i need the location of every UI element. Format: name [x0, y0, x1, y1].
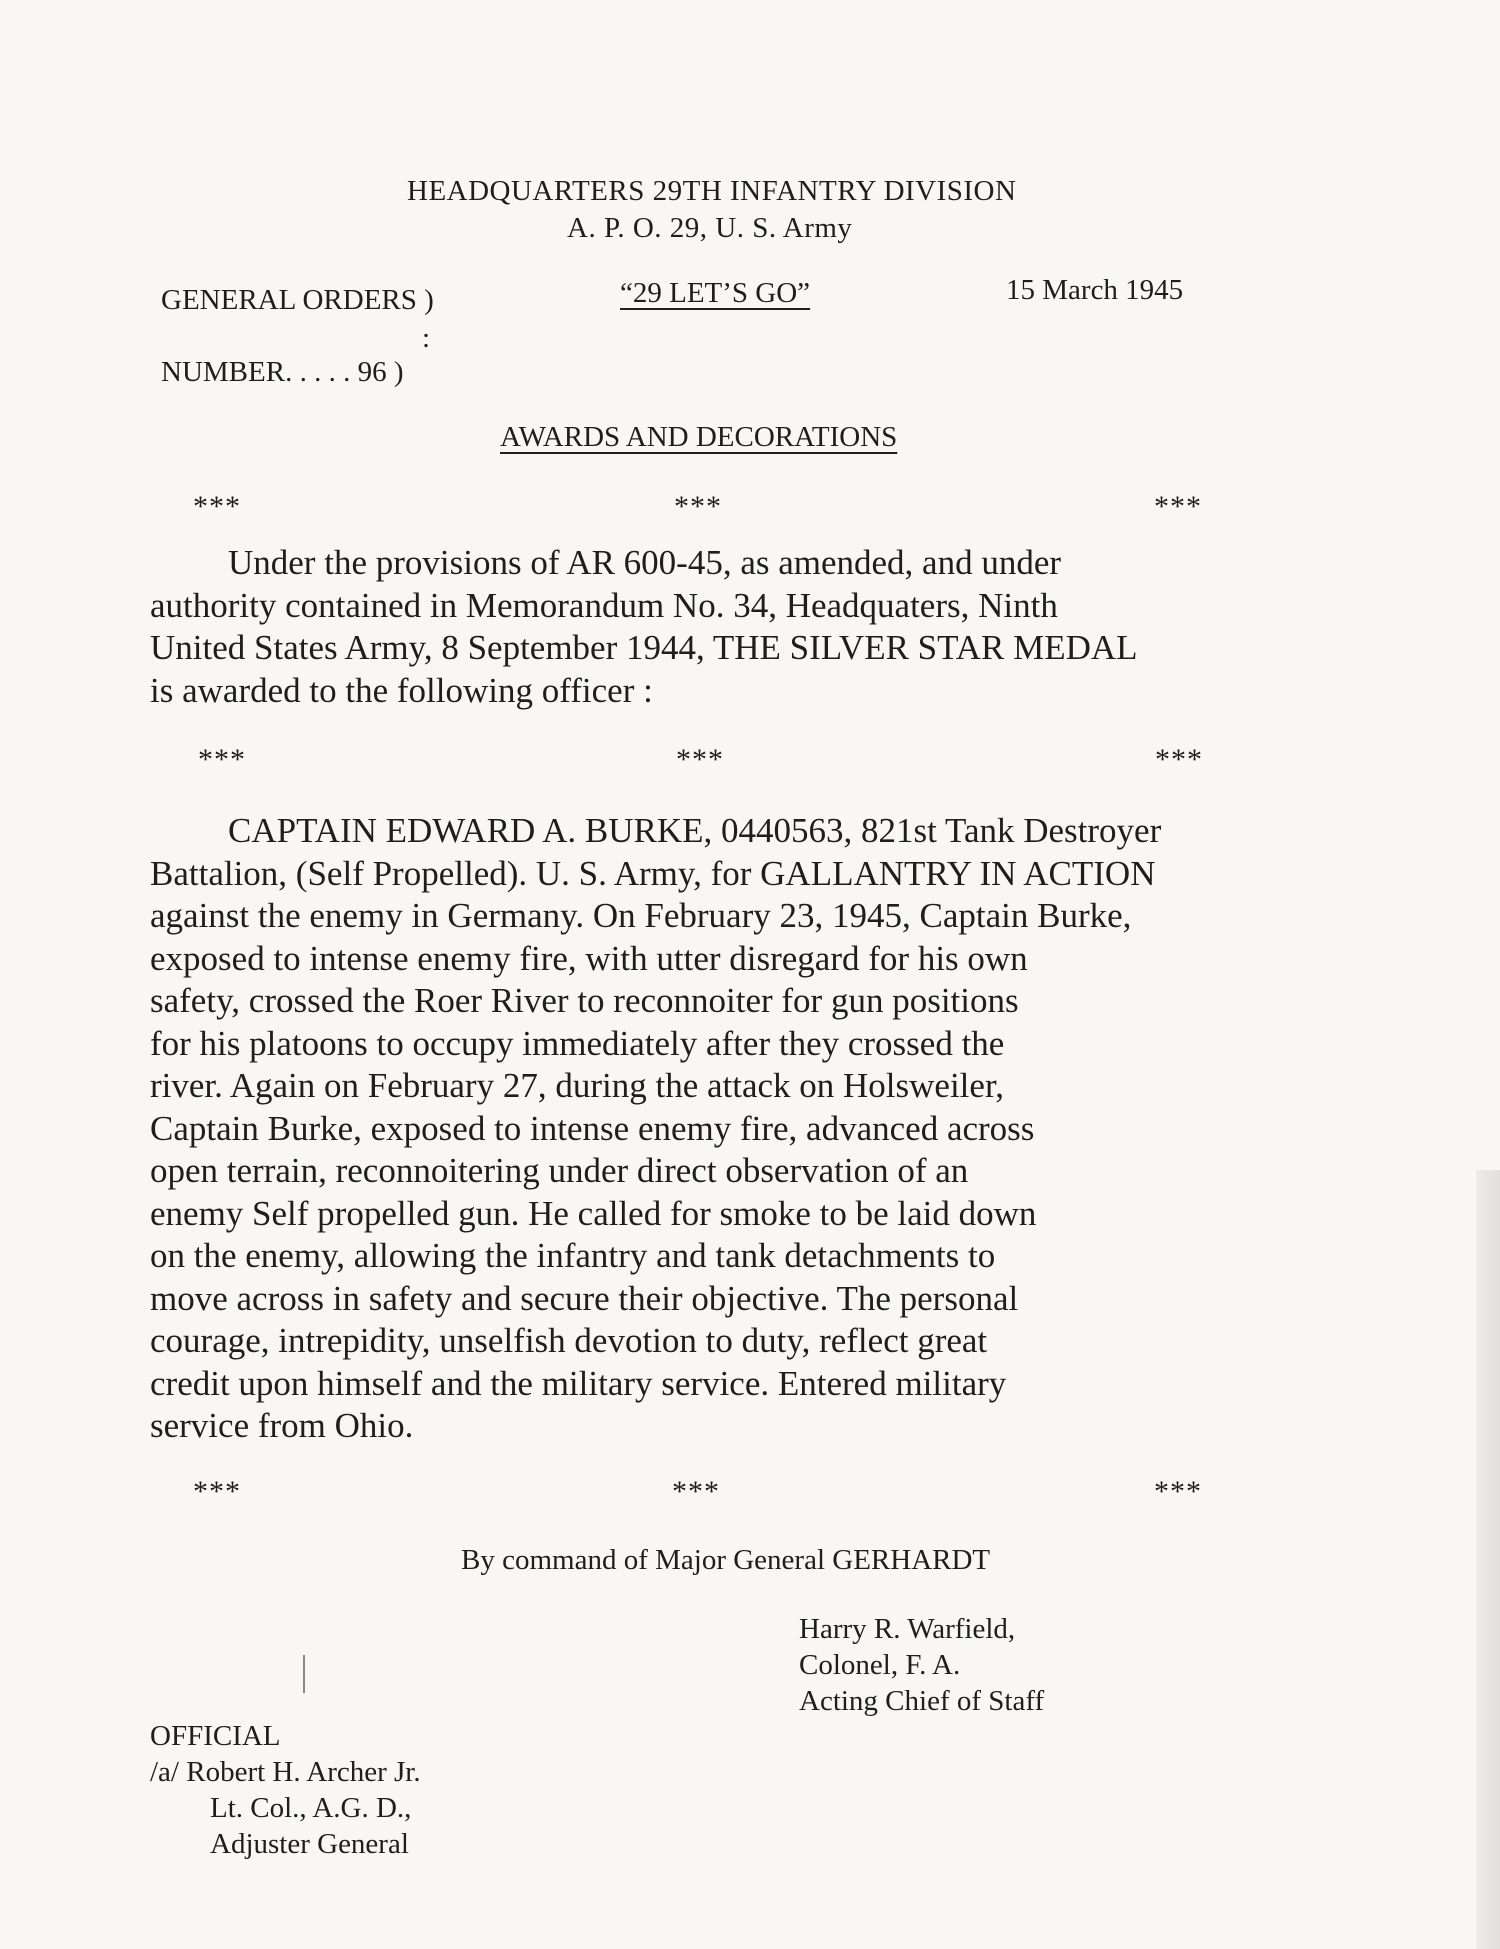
stray-pen-mark — [303, 1655, 305, 1693]
citation-line: Battalion, (Self Propelled). U. S. Army, for GALLANTRY IN ACTION — [150, 853, 1156, 893]
order-number: NUMBER. . . . . 96 ) — [161, 356, 404, 388]
citation-line: move across in safety and secure their objective. The personal — [150, 1278, 1019, 1318]
official-name: /a/ Robert H. Archer Jr. — [150, 1756, 421, 1788]
citation-line: exposed to intense enemy fire, with utter disregard for his own — [150, 938, 1028, 978]
separator-stars: *** — [193, 490, 241, 523]
citation-line: for his platoons to occupy immediately after they crossed the — [150, 1023, 1005, 1063]
intro-line: authority contained in Memorandum No. 34, Headquaters, Ninth — [150, 585, 1058, 625]
separator-stars: *** — [674, 490, 722, 523]
header-apo: A. P. O. 29, U. S. Army — [567, 212, 853, 244]
citation-line: CAPTAIN EDWARD A. BURKE, 0440563, 821st Tank Destroyer — [228, 811, 1162, 850]
signatory-title: Acting Chief of Staff — [799, 1685, 1045, 1717]
intro-paragraph — [150, 542, 1270, 712]
citation-paragraph — [150, 810, 1270, 1448]
citation-line: courage, intrepidity, unselfish devotion to duty, reflect great — [150, 1321, 988, 1360]
intro-line: United States Army, 8 September 1944, THE SILVER STAR MEDAL — [150, 628, 1138, 667]
official-block — [150, 1718, 421, 1862]
separator-stars: *** — [1154, 490, 1202, 523]
citation-line: river. Again on February 27, during the attack on Holsweiler, — [150, 1066, 1004, 1105]
citation-line: enemy Self propelled gun. He called for smoke to be laid down — [150, 1193, 1037, 1233]
citation-line: against the enemy in Germany. On February 23, 1945, Captain Burke, — [150, 896, 1132, 935]
header-division: HEADQUARTERS 29TH INFANTRY DIVISION — [407, 175, 1017, 207]
citation-line: service from Ohio. — [150, 1406, 414, 1445]
separator-stars: *** — [672, 1475, 720, 1508]
paper-edge-shadow — [1476, 1170, 1500, 1949]
separator-stars: *** — [193, 1475, 241, 1508]
order-date: 15 March 1945 — [1006, 274, 1184, 306]
signatory-name: Harry R. Warfield, — [799, 1613, 1016, 1645]
intro-line: Under the provisions of AR 600-45, as amended, and under — [228, 543, 1062, 582]
command-line: By command of Major General GERHARDT — [461, 1544, 991, 1576]
citation-line: open terrain, reconnoitering under direct observation of an — [150, 1151, 969, 1190]
section-title: AWARDS AND DECORATIONS — [500, 421, 898, 453]
citation-line: on the enemy, allowing the infantry and tank detachments to — [150, 1236, 996, 1275]
separator-stars: *** — [1154, 1475, 1202, 1508]
citation-line: credit upon himself and the military service. Entered military — [150, 1363, 1007, 1403]
separator-stars: *** — [198, 743, 246, 776]
division-motto: “29 LET’S GO” — [620, 277, 811, 309]
official-label: OFFICIAL — [150, 1720, 281, 1752]
citation-line: safety, crossed the Roer River to reconnoiter for gun positions — [150, 981, 1019, 1020]
separator-stars: *** — [1155, 743, 1203, 776]
signatory-block — [799, 1611, 1044, 1719]
separator-stars: *** — [676, 743, 724, 776]
official-title: Adjuster General — [210, 1828, 409, 1860]
intro-line: is awarded to the following officer : — [150, 670, 653, 710]
citation-line: Captain Burke, exposed to intense enemy fire, advanced across — [150, 1108, 1035, 1148]
general-orders-label: GENERAL ORDERS ) — [161, 284, 434, 316]
official-rank: Lt. Col., A.G. D., — [210, 1792, 412, 1824]
signatory-rank: Colonel, F. A. — [799, 1649, 961, 1681]
orders-colon: : — [422, 322, 431, 354]
